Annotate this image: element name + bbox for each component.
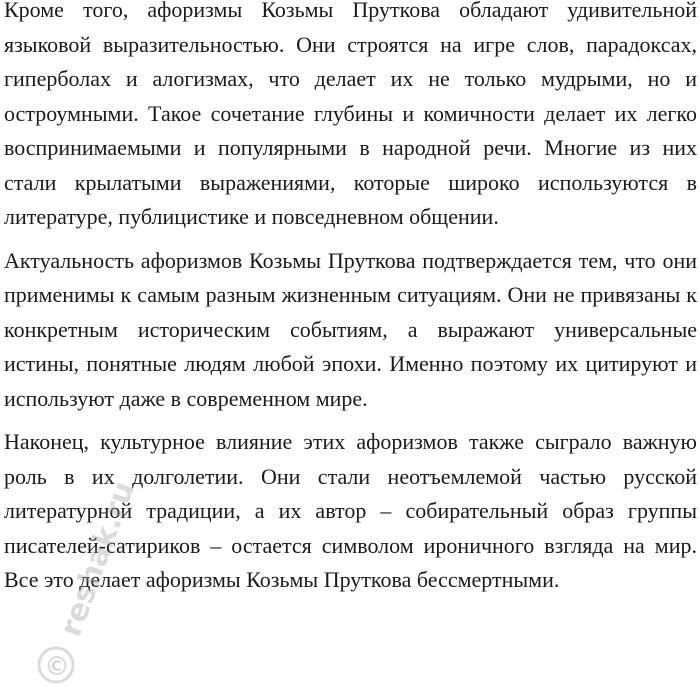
paragraph-2: Актуальность афоризмов Козьмы Пруткова подтверждается тем, что они применимы к самым разным жизненным ситуациям. Они не привязаны к конкретным историческим событиям, а выражают универсальные истины, понятные людям любой эпохи. Именно поэтому их цитируют и используют даже в современном мире. xyxy=(4,247,697,411)
paragraph-1: Кроме того, афоризмы Козьмы Пруткова обладают удивительной языковой выразительностью. Они строятся на игре слов, парадоксах, гиперболах и алогизмах, что делает их не только мудрыми, но и остроумными. Такое сочетание глубины и комичности делает их легко воспринимаемыми и популярными в народной речи. Многие из них стали крылатыми выражениями, которые широко используются в литературе, публицистике и повседневном общении. xyxy=(4,0,697,229)
watermark-text: reshak.ru xyxy=(53,476,142,642)
paragraph-3: Наконец, культурное влияние этих афоризмов также сыграло важную роль в их долголетии. Они стали неотъемлемой частью русской литературной традиции, а их автор – собирательный образ группы писателей-сатириков – остается символом ироничного взгляда на мир. Все это делает афоризмы Козьмы Пруткова бессмертными. xyxy=(4,429,697,592)
copyright-symbol: © xyxy=(44,652,70,682)
